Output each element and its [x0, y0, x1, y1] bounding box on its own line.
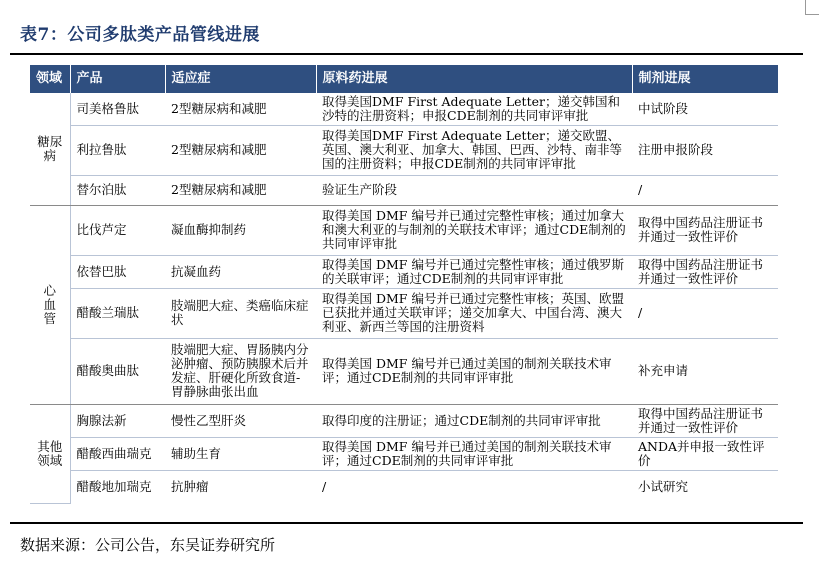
area-cell: 糖尿病: [30, 93, 70, 205]
table-title: 表7：公司多肽类产品管线进展: [20, 25, 260, 45]
header-product: 产品: [70, 65, 165, 93]
indication-cell: 抗肿瘤: [171, 478, 209, 494]
table-row: [30, 255, 778, 288]
area-cell: 其他领域: [30, 404, 70, 503]
formulation-progress-cell: 小试研究: [638, 478, 689, 494]
indication-cell: 2型糖尿病和减肥: [165, 175, 316, 205]
indication-cell: 2型糖尿病和减肥: [165, 93, 316, 125]
table-row: [30, 288, 778, 338]
product-cell: 醋酸兰瑞肽: [70, 288, 165, 338]
table-row: [30, 93, 778, 125]
area-cell: 心血管: [30, 205, 70, 404]
api-progress-cell: 取得美国 DMF 编号并已通过完整性审核；英国、欧盟已获批并通过关联审评；递交加拿大、中国台湾、澳大利亚、新西兰等国的注册资料: [316, 288, 632, 338]
table-header-row: [30, 65, 778, 93]
product-cell: 醋酸奥曲肽: [70, 338, 165, 404]
header-api-progress: 原料药进展: [316, 65, 632, 93]
formulation-progress-cell: 取得中国药品注册证书并通过一致性评价: [632, 205, 778, 255]
pipeline-table: [30, 65, 778, 504]
table-row: [30, 175, 778, 205]
api-progress-cell: 取得美国 DMF 编号并已通过美国的制剂关联技术审评；通过CDE制剂的共同审评审批: [316, 437, 632, 470]
api-progress-cell: 验证生产阶段: [316, 175, 632, 205]
source-note: 数据来源：公司公告，东吴证券研究所: [20, 536, 276, 554]
formulation-progress-cell: 补充申请: [632, 338, 778, 404]
formulation-progress-cell: ANDA并申报一致性评价: [632, 437, 778, 470]
page-corner-mark: [805, 0, 819, 15]
api-progress-cell: 取得美国 DMF 编号并已通过美国的制剂关联技术审评；通过CDE制剂的共同审评审批: [316, 338, 632, 404]
product-cell: 比伐芦定: [70, 205, 165, 255]
table-row: [30, 125, 778, 175]
table-row: [30, 404, 778, 437]
product-cell: 胸腺法新: [70, 404, 165, 437]
product-cell: 醋酸地加瑞克: [70, 470, 165, 503]
header-formulation-progress: 制剂进展: [632, 65, 778, 93]
formulation-progress-cell: 注册申报阶段: [632, 125, 778, 175]
product-cell: 司美格鲁肽: [70, 93, 165, 125]
indication-cell: 慢性乙型肝炎: [165, 404, 316, 437]
product-cell: 利拉鲁肽: [70, 125, 165, 175]
table-row: [30, 470, 778, 503]
api-progress-cell: /: [322, 478, 327, 494]
product-cell: 替尔泊肽: [70, 175, 165, 205]
bottom-rule: [10, 522, 803, 524]
table-row: [30, 205, 778, 255]
api-progress-cell: 取得美国DMF First Adequate Letter；递交欧盟、英国、澳大利亚、加拿大、韩国、巴西、沙特、南非等国的注册资料；申报CDE制剂的共同审评审批: [316, 125, 632, 175]
api-progress-cell: 取得印度的注册证；通过CDE制剂的共同审评审批: [316, 404, 632, 437]
formulation-progress-cell: 中试阶段: [632, 93, 778, 125]
top-rule: [10, 53, 803, 55]
indication-cell: 肢端肥大症、类癌临床症状: [165, 288, 316, 338]
indication-cell: 抗凝血药: [165, 255, 316, 288]
product-cell: 依替巴肽: [70, 255, 165, 288]
header-area: 领域: [30, 65, 70, 93]
api-progress-cell: 取得美国 DMF 编号并已通过完整性审核；通过俄罗斯的关联审评；通过CDE制剂的共同审评审批: [316, 255, 632, 288]
indication-cell: 辅助生育: [165, 437, 316, 470]
header-indication: 适应症: [165, 65, 316, 93]
indication-cell: 凝血酶抑制药: [165, 205, 316, 255]
formulation-progress-cell: /: [632, 288, 778, 338]
indication-cell: 肢端肥大症、胃肠胰内分泌肿瘤、预防胰腺术后并发症、肝硬化所致食道-胃静脉曲张出血: [165, 338, 316, 404]
table-row: [30, 338, 778, 404]
formulation-progress-cell: 取得中国药品注册证书并通过一致性评价: [632, 255, 778, 288]
product-cell: 醋酸西曲瑞克: [70, 437, 165, 470]
formulation-progress-cell: /: [632, 175, 778, 205]
api-progress-cell: 取得美国DMF First Adequate Letter；递交韩国和沙特的注册资料；申报CDE制剂的共同审评审批: [316, 93, 632, 125]
formulation-progress-cell: 取得中国药品注册证书并通过一致性评价: [632, 404, 778, 437]
table-row: [30, 437, 778, 470]
api-progress-cell: 取得美国 DMF 编号并已通过完整性审核；通过加拿大和澳大利亚的与制剂的关联技术审评；通过CDE制剂的共同审评审批: [316, 205, 632, 255]
indication-cell: 2型糖尿病和减肥: [165, 125, 316, 175]
